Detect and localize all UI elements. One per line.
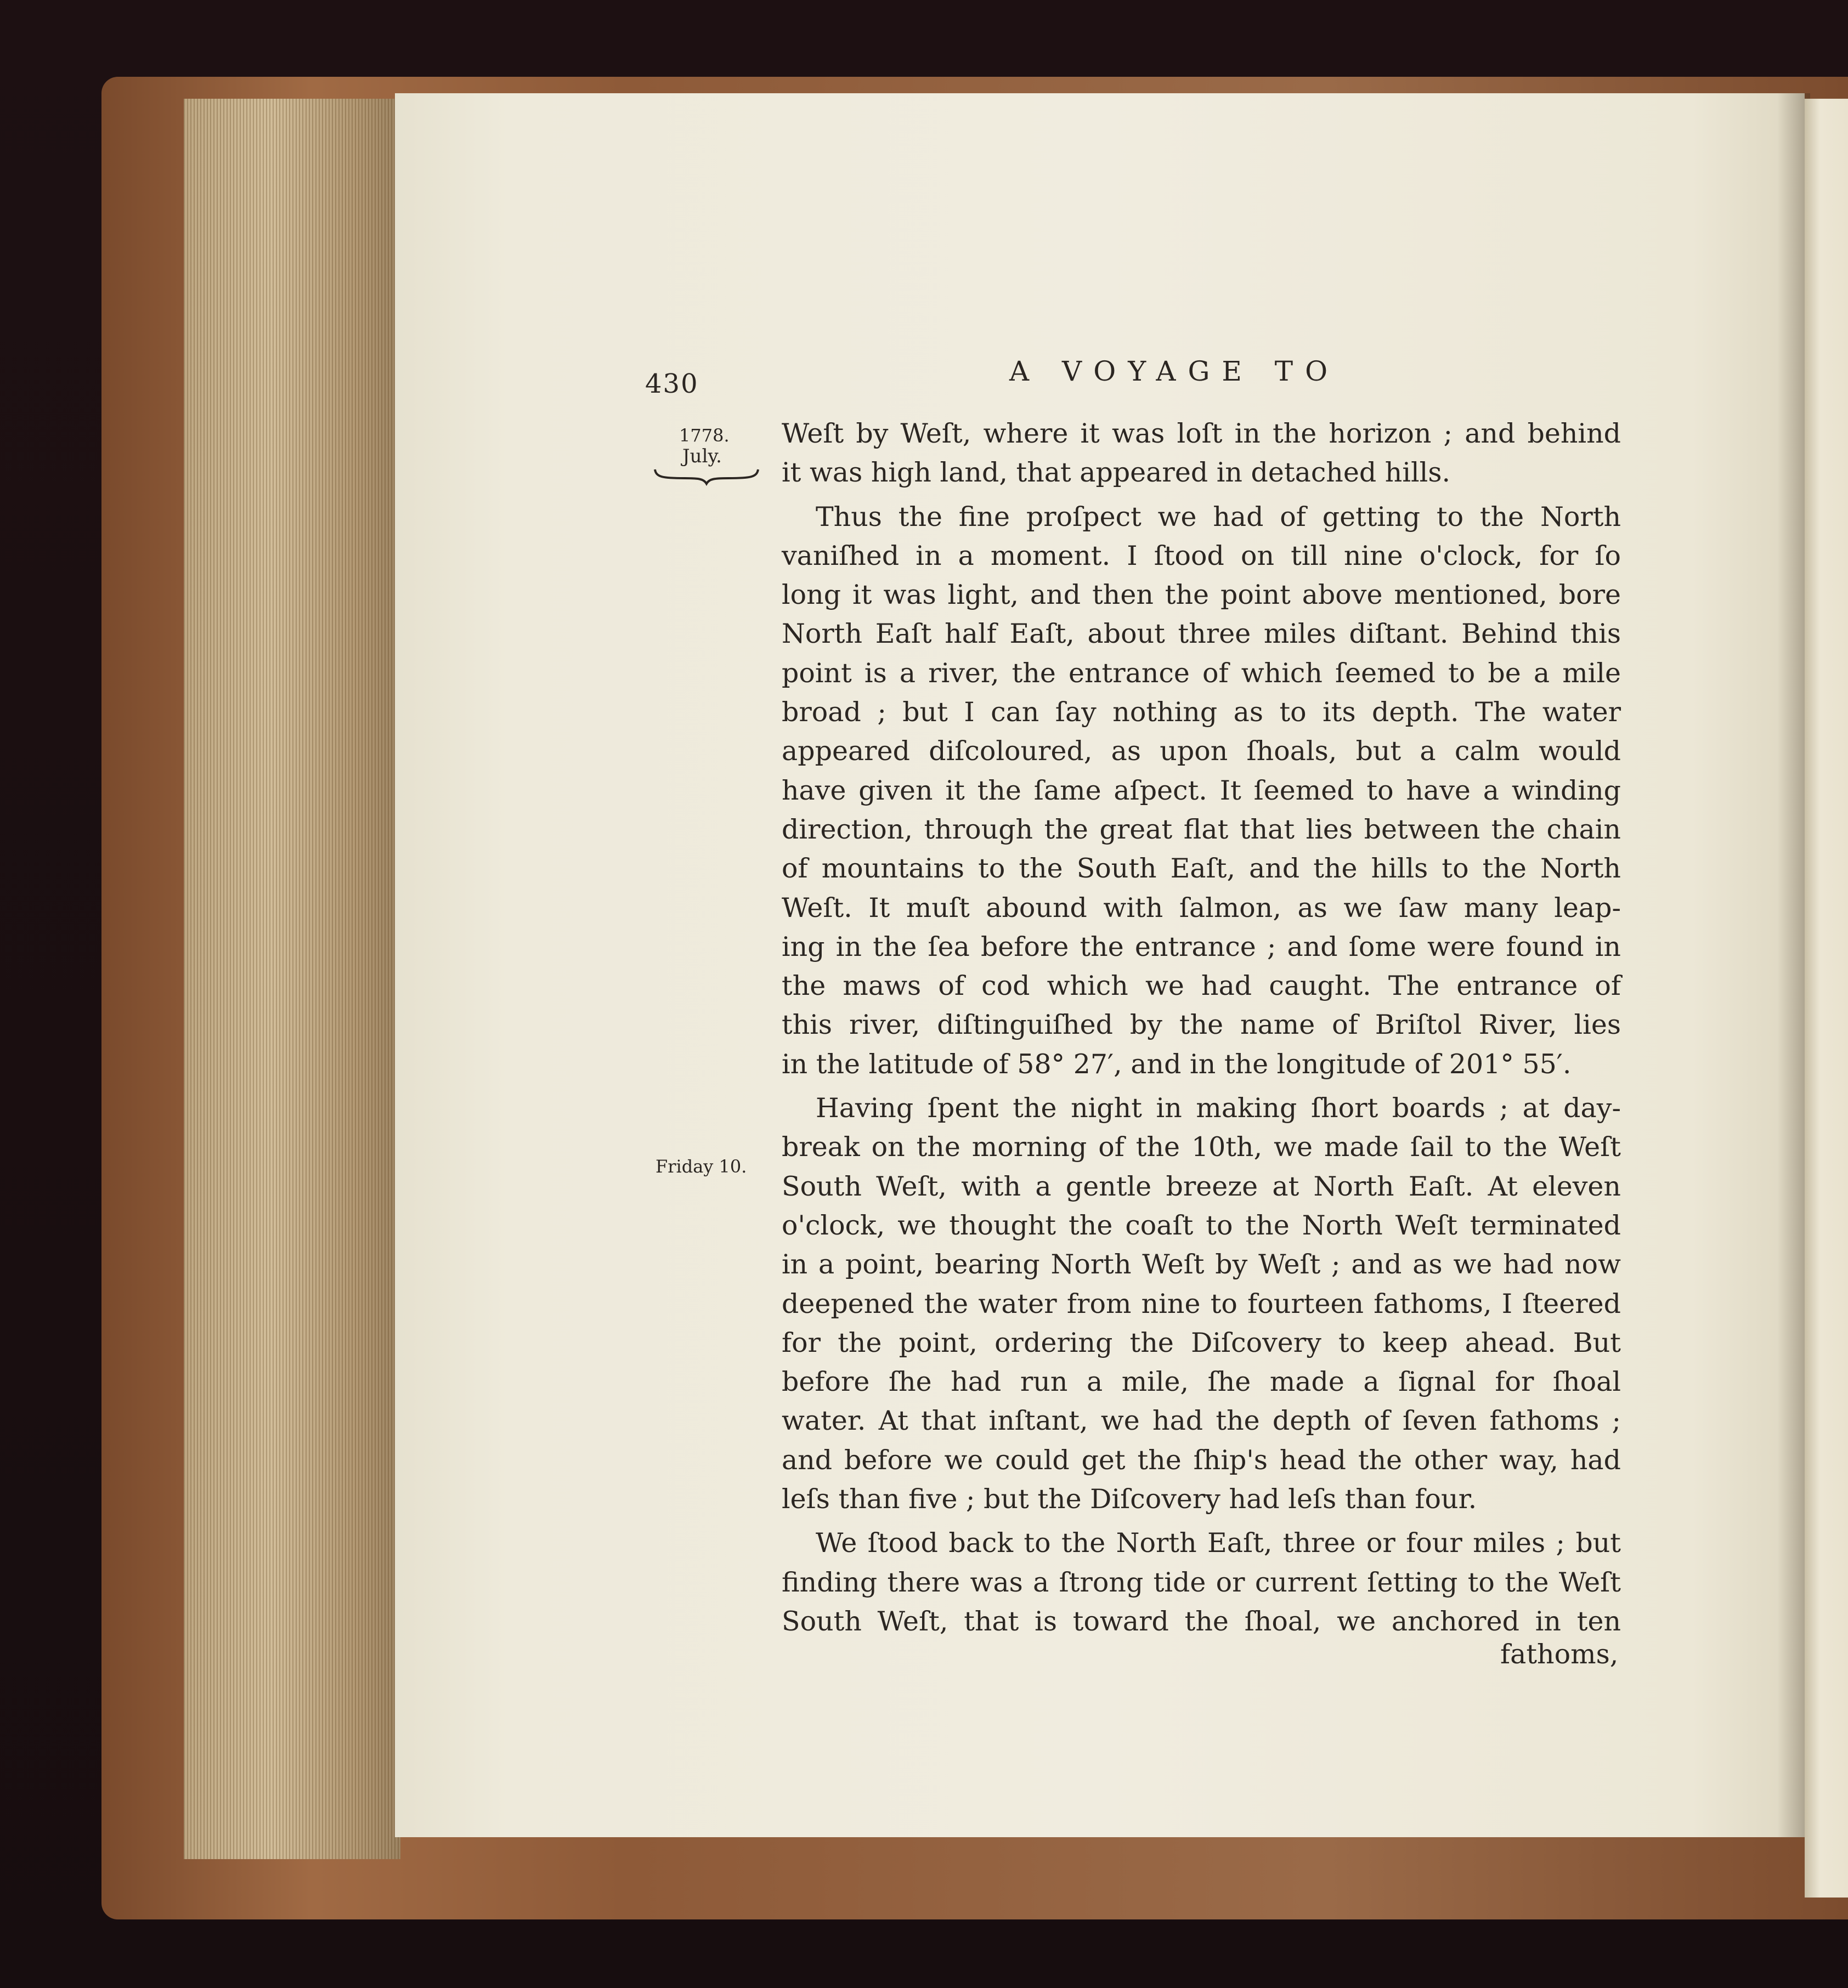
page-edges — [184, 99, 400, 1859]
text-line: the maws of cod which we had caught. The entrance of — [782, 970, 1621, 1002]
text-line: long it was light, and then the point above mentioned, bore — [782, 579, 1621, 611]
margin-date-note: Friday 10. — [655, 1156, 747, 1177]
running-head: A VOYAGE TO — [1009, 355, 1340, 387]
text-line: Weſt by Weſt, where it was loſt in the horizon ; and behind — [782, 418, 1621, 449]
text-line: direction, through the great flat that lies between the chain — [782, 813, 1621, 845]
text-line: water. At that inſtant, we had the depth of ſeven fathoms ; — [782, 1405, 1621, 1437]
paragraph-gap — [782, 492, 1621, 497]
text-line: before ſhe had run a mile, ſhe made a ſignal for ſhoal — [782, 1366, 1621, 1398]
text-line: for the point, ordering the Diſcovery to keep ahead. But — [782, 1327, 1621, 1358]
paragraph-gap — [782, 1519, 1621, 1523]
text-line: South Weſt, that is toward the ſhoal, we anchored in ten — [782, 1605, 1621, 1637]
text-line: South Weſt, with a gentle breeze at North Eaſt. At eleven — [782, 1170, 1621, 1202]
text-line: leſs than five ; but the Diſcovery had leſs than four. — [782, 1483, 1477, 1515]
text-line: point is a river, the entrance of which ſeemed to be a mile — [782, 657, 1621, 689]
text-line: and before we could get the ſhip's head the other way, had — [782, 1444, 1621, 1476]
text-line: vaniſhed in a moment. I ſtood on till nine o'clock, for ſo — [782, 540, 1621, 571]
text-line: it was high land, that appeared in detached hills. — [782, 457, 1451, 489]
text-line: in the latitude of 58° 27′, and in the longitude of 201° 55′. — [782, 1048, 1572, 1080]
text-line: this river, diſtinguiſhed by the name of Briſtol River, lies — [782, 1009, 1621, 1041]
text-line: Having ſpent the night in making ſhort boards ; at day- — [816, 1092, 1621, 1124]
text-line: ing in the ſea before the entrance ; and ſome were found in — [782, 931, 1621, 962]
paragraph-gap — [782, 1084, 1621, 1089]
page-number: 430 — [645, 369, 699, 399]
facing-page-edge — [1805, 99, 1848, 1898]
text-line: deepened the water from nine to fourteen fathoms, I ſteered — [782, 1288, 1621, 1319]
text-line: of mountains to the South Eaſt, and the hills to the North — [782, 853, 1621, 885]
text-line: Thus the fine proſpect we had of getting to the North — [816, 501, 1621, 533]
text-line: have given it the ſame aſpect. It ſeemed to have a winding — [782, 774, 1621, 806]
text-line: finding there was a ſtrong tide or current ſetting to the Weſt — [782, 1566, 1621, 1598]
text-line: break on the morning of the 10th, we made ſail to the Weſt — [782, 1131, 1621, 1163]
text-line: appeared diſcoloured, as upon ſhoals, but a calm would — [782, 735, 1621, 767]
text-line: North Eaſt half Eaſt, about three miles diſtant. Behind this — [782, 618, 1621, 650]
margin-year: 1778. — [679, 425, 730, 446]
text-line: We ſtood back to the North Eaſt, three or four miles ; but — [816, 1527, 1621, 1559]
catchword: fathoms, — [1500, 1639, 1619, 1670]
text-line: o'clock, we thought the coaſt to the North Weſt terminated — [782, 1209, 1621, 1241]
margin-brace-icon — [652, 464, 761, 486]
text-line: Weſt. It muſt abound with ſalmon, as we ſaw many leap- — [782, 892, 1621, 924]
text-line: broad ; but I can ſay nothing as to its depth. The water — [782, 696, 1621, 728]
margin-month: July. — [682, 445, 722, 467]
text-line: in a point, bearing North Weſt by Weſt ; and as we had now — [782, 1249, 1621, 1281]
body-text — [782, 414, 1621, 1641]
